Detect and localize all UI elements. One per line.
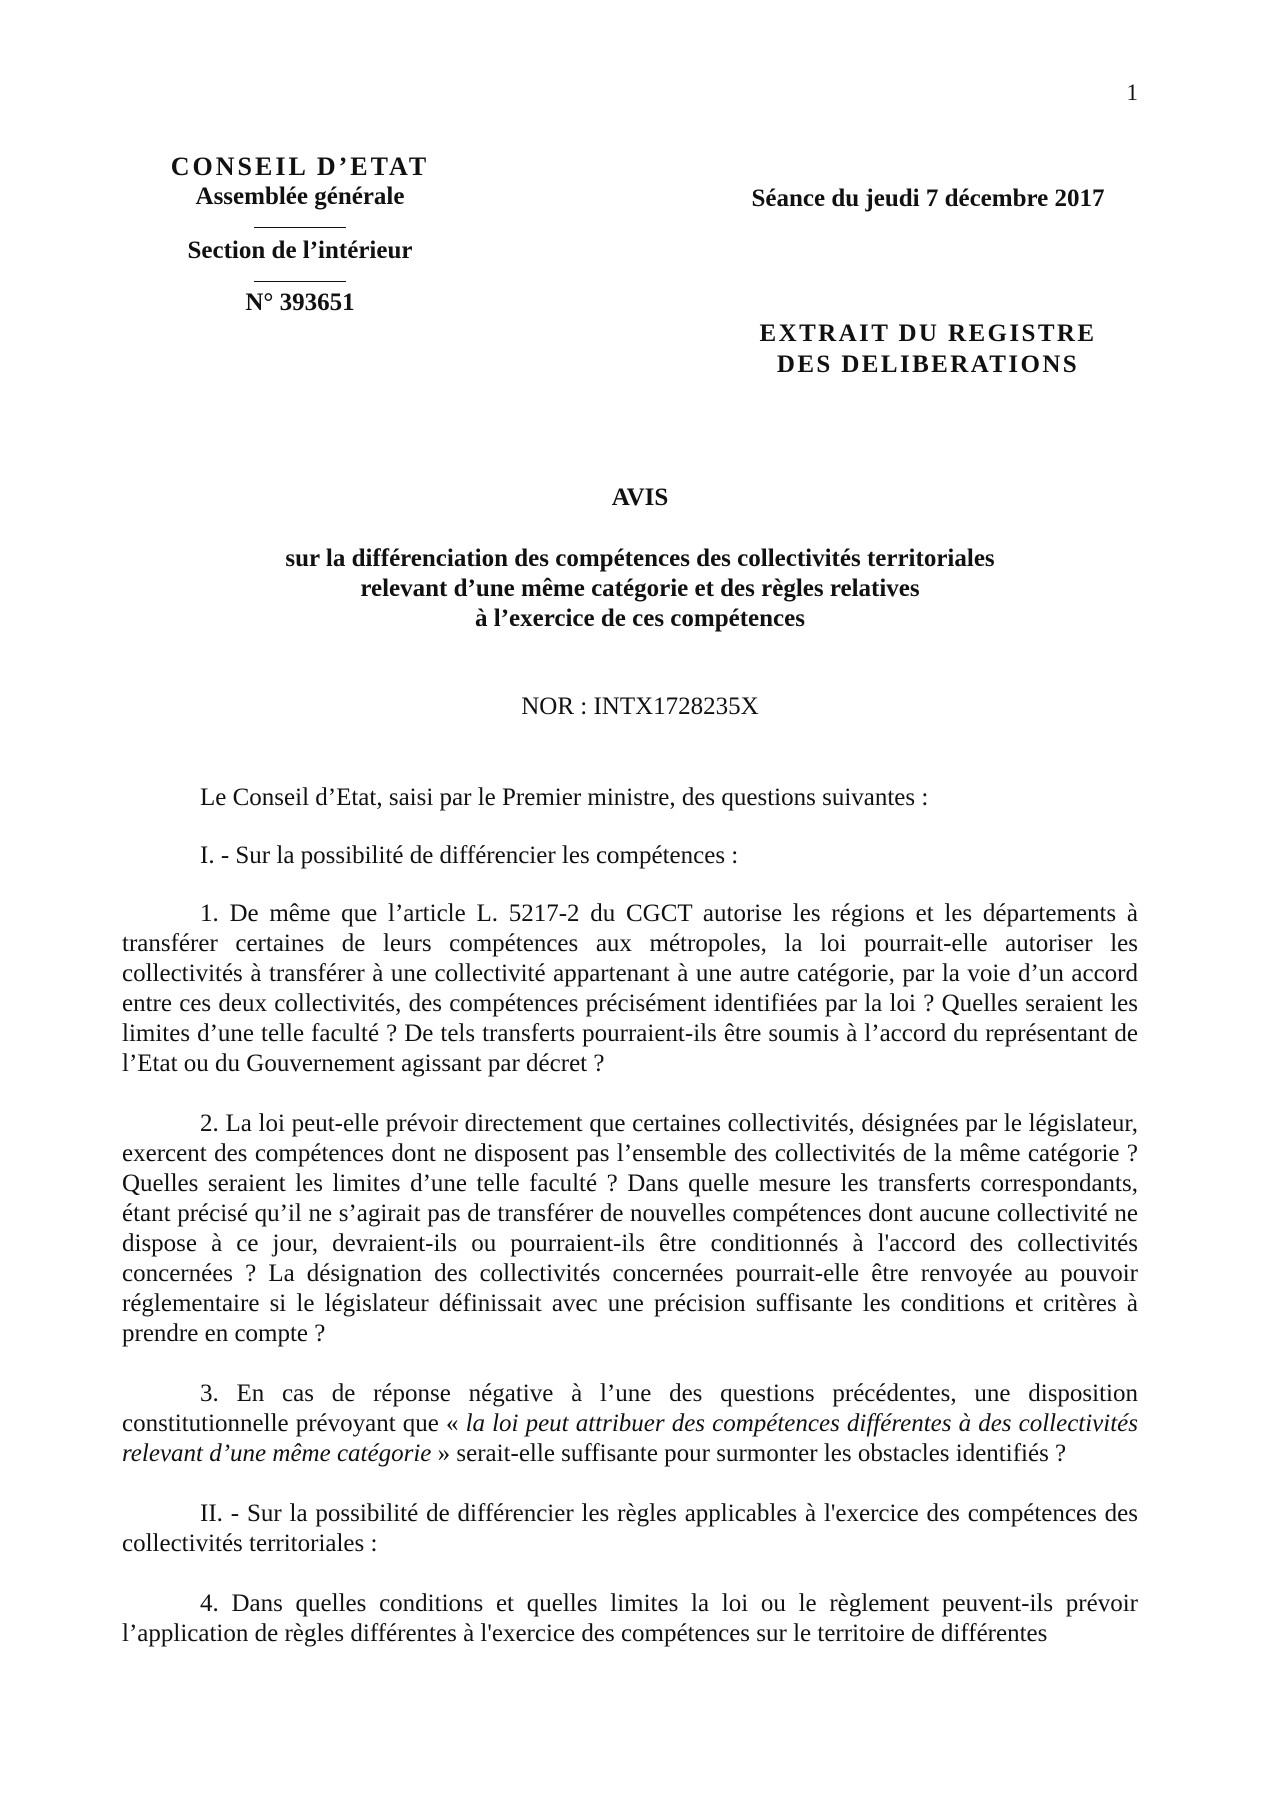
section-heading-2: II. - Sur la possibilité de différencier les règles applicables à l'exercice des compétences des collectivités territoriales :	[122, 1500, 1138, 1557]
question-1: 1. De même que l’article L. 5217-2 du CGCT autorise les régions et les départements à transférer certaines de leurs compétences aux métropoles, la loi pourrait-elle autoriser les collectivités à transférer à une collectivité appartenant à une autre catégorie, par la voie d’un accord entre ces deux collectivités, des compétences précisément identifiées par la loi ? Quelles seraient les limites d’une telle faculté ? De tels transferts pourraient-ils être soumis à l’accord du représentant de l’Etat ou du Gouvernement agissant par décret ?	[122, 900, 1138, 1077]
section-name: Section de l’intérieur	[187, 237, 413, 264]
quoted-provision: la loi peut attribuer des compétences différentes à des collectivités relevant d’une même catégorie	[122, 1410, 1138, 1467]
separator-line	[254, 227, 346, 228]
case-number: N° 393651	[245, 289, 355, 316]
section-heading-1: I. - Sur la possibilité de différencier les compétences :	[200, 842, 739, 869]
register-extract-title: EXTRAIT DU REGISTRE DES DELIBERATIONS	[759, 320, 1097, 378]
institution-header	[140, 152, 460, 318]
nor-reference: NOR : INTX1728235X	[521, 693, 759, 720]
council-name: CONSEIL D’ETAT	[170, 152, 430, 181]
session-date: Séance du jeudi 7 décembre 2017	[751, 185, 1105, 212]
assembly-name: Assemblée générale	[195, 183, 405, 210]
question-2: 2. La loi peut-elle prévoir directement que certaines collectivités, désignées par le législateur, exercent des compétences dont ne disposent pas l’ensemble des collectivités de la même catégorie ? Quelles seraient les limites d’une telle faculté ? Dans quelle mesure les transferts correspondants, étant précisé qu’il ne s’agirait pas de transférer de nouvelles compétences dont aucune collectivité ne dispose à ce jour, devraient-ils ou pourraient-ils être conditionnés à l'accord des collectivités concernées ? La désignation des collectivités concernées pourrait-elle être renvoyée au pouvoir réglementaire si le législateur définissait avec une précision suffisante les conditions et critères à prendre en compte ?	[122, 1110, 1138, 1347]
question-3: 3. En cas de réponse négative à l’une des questions précédentes, une disposition constitutionnelle prévoyant que « la loi peut attribuer des compétences différentes à des collectivités relevant d’une même catégorie » serait-elle suffisante pour surmonter les obstacles identifiés ?	[122, 1380, 1138, 1467]
document-title: AVIS	[611, 484, 669, 511]
document-subject: sur la différenciation des compétences des collectivités territoriales relevant d’une même catégorie et des règles relatives à l’exercice de ces compétences	[285, 545, 995, 632]
document-body	[122, 783, 1138, 1679]
page-number: 1	[1126, 80, 1138, 105]
separator-line	[254, 281, 346, 282]
intro-paragraph: Le Conseil d’Etat, saisi par le Premier ministre, des questions suivantes :	[200, 784, 929, 811]
question-4: 4. Dans quelles conditions et quelles limites la loi ou le règlement peuvent-ils prévoir l’application de règles différentes à l'exercice des compétences sur le territoire de différentes	[122, 1590, 1138, 1647]
